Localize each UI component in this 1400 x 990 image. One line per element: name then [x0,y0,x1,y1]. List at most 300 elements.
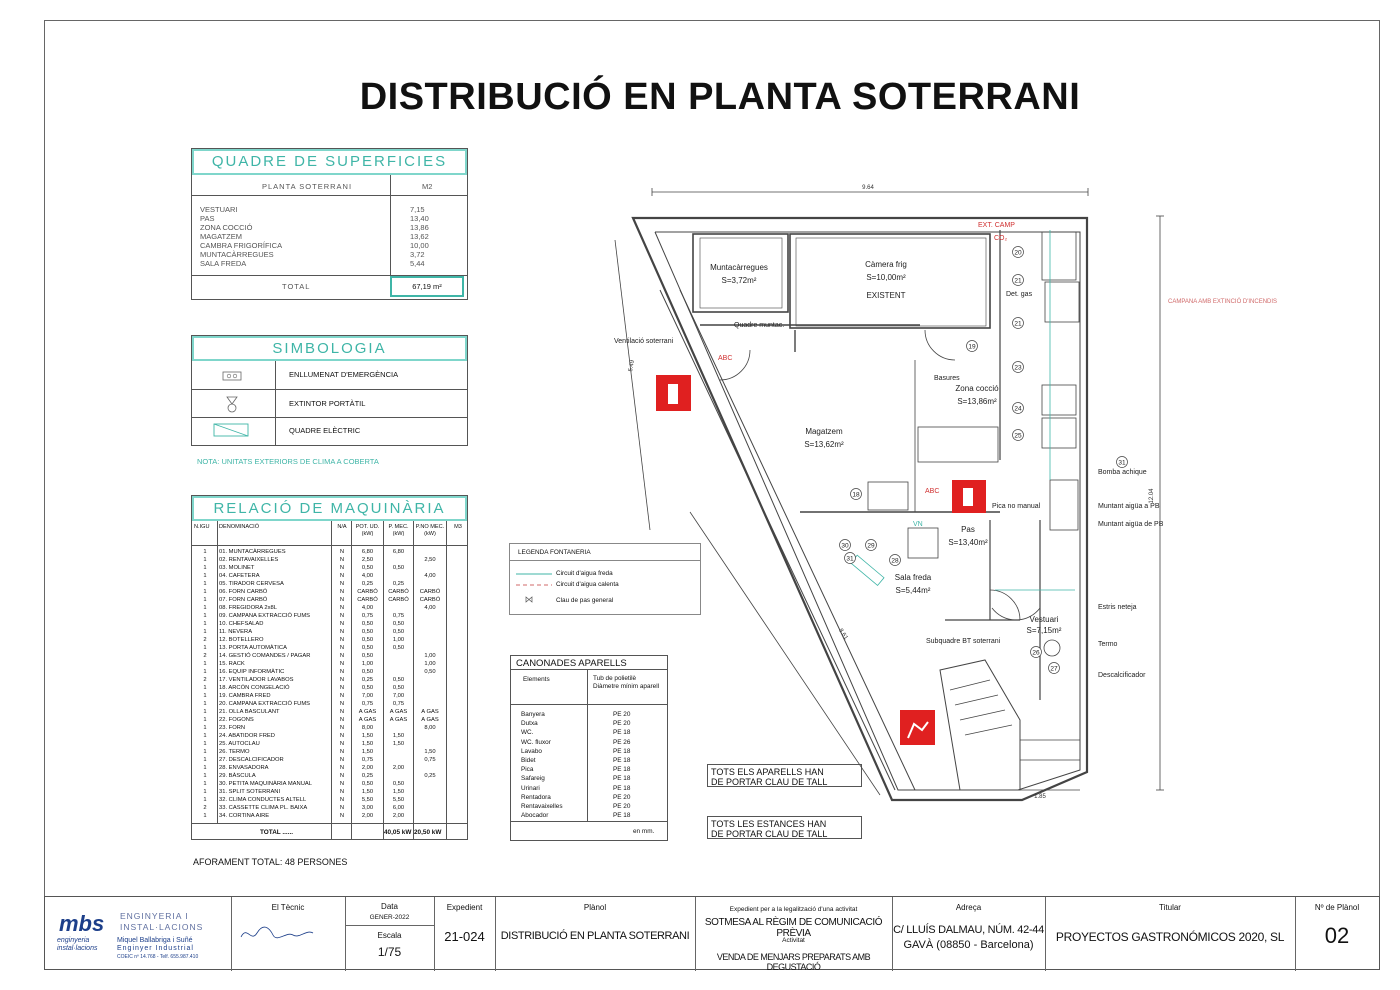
room-area: S=10,00m² [866,273,906,282]
surface-value: 13,86 [410,223,429,232]
machinery-header-cell: POT. UD. (kW) [355,524,380,537]
company-logo-sub: enginyeria instal·lacions [57,937,98,952]
room-name: Magatzem [805,427,843,436]
machinery-cell: 04. CAFETERA [219,573,260,579]
machinery-cell: CARBÓ [357,597,378,603]
tecnic-label: El Tècnic [271,903,305,912]
data-label: Data [381,902,398,911]
room-name: Muntacàrregues [710,263,768,272]
machinery-cell: 2 [203,653,207,659]
machinery-cell: 0,75 [424,757,436,763]
machinery-cell: 12. BOTELLERO [219,637,264,643]
machinery-cell: 8,00 [361,725,374,731]
machinery-cell: 14. GESTIÓ COMANDES / PAGAR [219,653,311,659]
machinery-cell: N [339,573,345,579]
surface-value: 3,72 [410,250,425,259]
machinery-cell: 0,25 [361,677,374,683]
machinery-cell: 0,50 [361,621,374,627]
plan-marker [1013,247,1024,258]
machinery-cell: 07. FORN CARBÓ [219,597,268,603]
company-name: ENGINYERIA I INSTAL·LACIONS [120,911,204,932]
machinery-cell: 0,75 [392,701,405,707]
activitat-label: Activitat [782,937,805,944]
machinery-cell: 3,00 [361,805,374,811]
label-basures: Basures [934,375,960,382]
machinery-cell: 1 [203,701,207,707]
plan-marker [1117,457,1128,468]
fixture-name: Bidet [521,757,536,764]
machinery-cell: 22. FOGONS [219,717,254,723]
machinery-cell: N [339,781,345,787]
room-name: Sala freda [894,573,932,582]
machinery-cell: 34. CORTINA AIRE [219,813,270,819]
surfaces-col-label: PLANTA SOTERRANI [262,182,353,191]
machinery-cell: A GAS [389,709,408,715]
machinery-cell: 1 [203,589,207,595]
svg-text:19: 19 [968,343,976,351]
surface-value: 13,40 [410,214,429,223]
plan-marker [1013,403,1024,414]
fixtures-unit: en mm. [633,828,655,835]
machinery-cell: N [339,581,345,587]
label-campana: CAMPANA AMB EXTINCIÓ D'INCENDIS [1168,299,1278,305]
fixture-diameter: PE 18 [613,812,631,820]
fixture-name: Safareig [521,775,545,783]
machinery-header-cell: N/A [337,524,347,530]
machinery-cell: 1 [203,605,207,611]
svg-text:21: 21 [1014,320,1022,328]
plan-number-label: Nº de Plànol [1314,903,1360,912]
dim-top: 9.64 [862,185,874,191]
machinery-cell: 0,75 [361,757,374,763]
machinery-cell: 7,00 [392,693,405,699]
machinery-total-nomec: 20,50 kW [414,829,442,836]
plumbing-cold: Circuit d'aigua freda [556,570,613,577]
machinery-cell: 31. SPLIT SOTERRANI [219,789,281,795]
fixtures-col2: Tub de polietilè Diàmetre mínim aparell [593,675,660,690]
machinery-cell: 1,50 [361,749,374,755]
machinery-cell: 4,00 [361,573,374,579]
title-block [44,896,1380,970]
label-ventilacio: Ventilació soterrani [614,338,674,345]
fixtures-heading: CANONADES APARELLS [516,658,627,669]
surface-name: MUNTACÀRREGUES [200,250,274,259]
machinery-cell: 28. ENVASADORA [219,765,269,771]
plan-marker [1013,362,1024,373]
machinery-cell: N [339,789,345,795]
machinery-cell: 13. PORTA AUTOMÀTICA [219,645,287,651]
machinery-cell: 1 [203,597,207,603]
surface-value: 7,15 [410,205,425,214]
machinery-cell: 1 [203,725,207,731]
plan-marker [1013,275,1024,286]
machinery-cell: 01. MUNTACÀRREGUES [219,549,286,555]
machinery-cell: 25. AUTOCLAU [219,741,260,747]
machinery-cell: 32. CLIMA CONDUCTES ALTELL [219,797,307,803]
fixture-diameter: PE 18 [613,784,631,792]
machinery-cell: N [339,773,345,779]
machinery-cell: A GAS [389,717,408,723]
symbology-note: NOTA: UNITATS EXTERIORS DE CLIMA A COBERTA [197,457,379,466]
exped-desc-value: SOTMESA AL RÈGIM DE COMUNICACIÓ PRÈVIA [704,917,883,939]
label-det-gas: Det. gas [1006,291,1033,298]
svg-text:31: 31 [846,555,854,563]
machinery-cell: 30. PETITA MAQUINÀRIA MANUAL [219,781,312,787]
machinery-table [191,495,468,840]
svg-text:31: 31 [1118,459,1126,467]
machinery-cell: 1 [203,621,207,627]
extinguisher-sign-icon [656,375,691,411]
machinery-cell: 0,50 [392,677,405,683]
machinery-cell: 2,00 [392,765,405,771]
fixture-name: Rentavaixelles [521,803,563,810]
machinery-cell: CARBÓ [419,597,441,603]
machinery-cell: 2,50 [361,557,374,563]
surface-name: ZONA COCCIÓ [200,223,253,232]
activitat-value: VENDA DE MENJARS PREPARATS AMB DEGUSTACIÓ [716,952,871,972]
surface-name: PAS [200,214,215,223]
machinery-cell: N [339,741,345,747]
machinery-cell: N [339,597,345,603]
plan-marker [851,489,862,500]
svg-text:28: 28 [891,557,899,565]
machinery-cell: 0,50 [361,653,374,659]
machinery-cell: 0,50 [392,565,405,571]
machinery-cell: 0,50 [361,637,374,643]
machinery-cell: 1 [203,813,207,819]
machinery-cell: 1 [203,573,207,579]
note-appliances: TOTS ELS APARELLS HAN DE PORTAR CLAU DE TALL [707,764,862,787]
machinery-cell: 15. RACK [219,661,245,667]
surfaces-table [191,148,468,300]
machinery-cell: 1 [203,773,207,779]
machinery-header-cell: N.IGU [194,524,210,530]
svg-text:26: 26 [1032,649,1040,657]
machinery-cell: 0,50 [392,621,405,627]
plan-marker [1031,647,1042,658]
surface-value: 10,00 [410,241,429,250]
symbology-label-emergency: ENLLUMENAT D'EMERGÈNCIA [289,370,399,379]
machinery-header-cell: P.NO MEC. (kW) [415,524,445,537]
machinery-cell: A GAS [358,717,377,723]
machinery-cell: 6,80 [392,549,405,555]
symbology-label-extinguisher: EXTINTOR PORTÀTIL [289,399,366,408]
machinery-cell: N [339,677,345,683]
machinery-cell: 1,00 [361,661,374,667]
machinery-cell: 1 [203,749,207,755]
machinery-cell: 0,75 [361,613,374,619]
room-area: S=3,72m² [721,276,757,285]
plan-marker [1013,430,1024,441]
room-area: S=13,86m² [957,397,997,406]
machinery-cell: 5,50 [392,797,405,803]
fixture-name: Abocador [521,812,549,820]
machinery-cell: N [339,661,345,667]
machinery-cell: 0,50 [424,669,436,675]
fixture-name: WC. fluxor [521,738,551,746]
machinery-cell: 1 [203,645,207,651]
room-area: S=13,40m² [948,538,988,547]
planol-value: DISTRIBUCIÓ EN PLANTA SOTERRANI [500,930,690,942]
machinery-cell: 29. BÀSCULA [219,773,256,779]
extinguisher-sign-icon [952,480,986,513]
exped-desc-label: Expedient per a la legalització d'una activitat [729,906,858,913]
room-name: Pas [961,525,975,534]
machinery-cell: 0,50 [392,685,405,691]
machinery-cell: N [339,709,345,715]
fixture-name: Dutxa [521,720,538,728]
fixture-diameter: PE 18 [613,747,631,755]
machinery-cell: 0,50 [392,645,405,651]
machinery-cell: 1,50 [361,741,374,747]
machinery-cell: N [339,645,345,651]
machinery-cell: 5,50 [361,797,374,803]
room-area: S=5,44m² [895,586,931,595]
fixture-diameter: PE 18 [613,757,631,764]
dim-diag-lower: 8.61 [837,627,849,641]
svg-text:29: 29 [867,542,875,550]
note-rooms: TOTS LES ESTANCES HAN DE PORTAR CLAU DE TALL [707,816,862,839]
label-abc: ABC [718,355,733,362]
surfaces-col-unit: M2 [422,182,433,191]
machinery-cell: 1,00 [424,653,436,659]
machinery-cell: N [339,797,345,803]
expedient-value: 21-024 [444,929,485,944]
svg-text:18: 18 [852,491,860,499]
machinery-cell: 10. CHEFSALAD [219,621,264,627]
escala-value: 1/75 [377,945,402,959]
machinery-cell: 0,50 [361,669,374,675]
machinery-cell: 1 [203,565,207,571]
symbology-icons [220,366,246,442]
machinery-cell: N [339,701,345,707]
machinery-cell: 0,25 [361,581,374,587]
machinery-cell: 2 [203,805,207,811]
adreca-line1: C/ LLUÍS DALMAU, NÚM. 42-44 [893,924,1044,936]
adreca-label: Adreça [955,903,982,912]
surfaces-total-value: 67,19 m² [390,276,464,297]
machinery-cell: N [339,589,345,595]
machinery-cell: 1,00 [424,661,436,667]
plumbing-valve: Clau de pas general [556,597,614,604]
svg-text:20: 20 [1014,249,1022,257]
machinery-cell: N [339,749,345,755]
machinery-cell: 1 [203,709,207,715]
machinery-cell: 1 [203,717,207,723]
machinery-cell: 1 [203,733,207,739]
label-bomba: Bomba achique [1098,469,1147,476]
machinery-cell: 1 [203,685,207,691]
dim-right: 12.04 [1149,488,1155,504]
machinery-cell: 08. FREGIDORA 2x8L [219,605,277,611]
machinery-cell: 09. CAMPANA EXTRACCIÓ FUMS [219,613,311,619]
surface-name: VESTUARI [200,205,238,214]
machinery-cell: 11. NEVERA [219,629,253,635]
machinery-cell: N [339,725,345,731]
label-quadre-muntac: Quadre muntac. [734,322,785,329]
data-value: GENER-2022 [369,914,410,921]
svg-text:30: 30 [841,542,849,550]
machinery-header-cell: DENOMINACIÓ [219,524,260,530]
label-subquadre: Subquadre BT soterrani [926,638,1001,645]
machinery-cell: 0,50 [392,629,405,635]
machinery-cell: 02. RENTAVAIXELLES [219,557,279,563]
fixture-diameter: PE 18 [613,729,631,737]
machinery-header-row [192,521,467,546]
machinery-cell: 1 [203,693,207,699]
machinery-cell: 0,50 [361,685,374,691]
machinery-cell: 0,25 [392,581,405,587]
escala-label: Escala [377,931,402,940]
machinery-cell: N [339,549,345,555]
machinery-cell: N [339,653,345,659]
symbology-table [191,335,468,446]
machinery-cell: 6,00 [392,805,405,811]
machinery-cell: 0,25 [361,773,374,779]
machinery-cell: 1,50 [392,741,405,747]
machinery-cell: 2 [203,677,207,683]
fixture-diameter: PE 26 [613,738,631,746]
dim-bottom: 1.85 [1034,794,1046,800]
machinery-cell: 17. VENTILADOR LAVABOS [219,677,294,683]
machinery-cell: 2 [203,637,207,643]
machinery-cell: N [339,565,345,571]
machinery-cell: 1 [203,581,207,587]
machinery-cell: 16. EQUIP INFORMÀTIC [219,669,285,675]
svg-text:24: 24 [1014,405,1022,413]
fixture-name: Rentadora [521,793,551,801]
machinery-cell: 0,50 [361,781,374,787]
machinery-cell: N [339,717,345,723]
fixtures-col1: Elements [523,676,550,683]
engineer-name: Miquel Ballabriga i Suñé [117,937,193,944]
machinery-cell: 0,50 [361,565,374,571]
fixture-diameter: PE 20 [613,803,631,810]
machinery-cell: N [339,669,345,675]
company-logo: mbs [59,911,105,936]
machinery-cell: 05. TIRADOR CERVESA [219,581,284,587]
capacity-text: AFORAMENT TOTAL: 48 PERSONES [193,857,348,867]
machinery-cell: 0,50 [361,629,374,635]
fixture-name: Banyera [521,711,545,718]
symbology-heading: SIMBOLOGIA [192,336,467,361]
machinery-cell: A GAS [421,717,439,723]
machinery-cell: 23. FORN [219,725,246,731]
expedient-label: Expedient [446,903,483,912]
label-ext-camp: EXT. CAMP [978,222,1015,229]
machinery-cell: N [339,605,345,611]
machinery-cell: 6,80 [361,549,374,555]
machinery-cell: 20. CAMPANA EXTRACCIÓ FUMS [219,701,311,707]
machinery-cell: 1,50 [424,749,436,755]
surface-name: SALA FREDA [200,259,247,268]
machinery-cell: N [339,637,345,643]
svg-text:25: 25 [1014,432,1022,440]
machinery-heading: RELACIÓ DE MAQUINÀRIA [192,496,467,521]
plan-marker [866,540,877,551]
signature-icon [237,923,317,945]
room-name: Zona cocció [955,384,999,393]
machinery-cell: N [339,629,345,635]
machinery-cell: N [339,557,345,563]
machinery-cell: 0,50 [392,781,405,787]
machinery-cell: 1 [203,661,207,667]
plumbing-legend-heading: LEGENDA FONTANERIA [518,549,591,556]
machinery-total-mec: 40,05 kW [384,829,412,836]
machinery-cell: 26. TERMO [219,749,250,755]
label-abc: ABC [925,488,940,495]
machinery-cell: 1 [203,781,207,787]
machinery-cell: 0,75 [392,613,405,619]
surface-name: MAGATZEM [200,232,242,241]
machinery-cell: 2,00 [361,813,374,819]
machinery-cell: 1 [203,765,207,771]
adreca-line2: GAVÀ (08850 - Barcelona) [903,939,1034,951]
emergency-exit-sign-icon [900,710,935,745]
machinery-cell: 21. OLLA BASCULANT [219,709,280,715]
machinery-cell: A GAS [421,709,439,715]
machinery-cell: 19. CAMBRA FRED [219,693,271,699]
machinery-cell: N [339,805,345,811]
machinery-cell: 1 [203,613,207,619]
surface-name: CAMBRA FRIGORÍFICA [200,241,283,250]
fixture-name: Pica [521,766,534,774]
fixture-diameter: PE 18 [613,766,631,774]
fixture-diameter: PE 20 [613,711,631,718]
machinery-cell: 4,00 [361,605,374,611]
machinery-cell: N [339,621,345,627]
machinery-cell: 4,00 [424,573,436,579]
label-estris: Estris neteja [1098,604,1137,611]
machinery-cell: 1,50 [392,733,405,739]
page-title: DISTRIBUCIÓ EN PLANTA SOTERRANI [359,76,1081,118]
label-muntant-2: Muntant aigüa de PB [1098,521,1164,528]
machinery-cell: 1 [203,757,207,763]
machinery-cell: 0,50 [361,645,374,651]
symbology-label-panel: QUADRE ELÈCTRIC [289,426,361,435]
machinery-cell: 7,00 [361,693,374,699]
room-name: Càmera frig [865,260,907,269]
machinery-cell: CARBÓ [388,589,409,595]
electric-panel-icon [214,424,248,436]
label-co2: CO₂ [994,235,1008,242]
label-pica: Pica no manual [992,503,1041,510]
machinery-header-cell: M3 [454,524,462,530]
dim-diag-upper: 5.49 [628,359,636,373]
machinery-cell: 1,50 [361,789,374,795]
fixture-name: Lavabo [521,747,542,755]
machinery-cell: 1 [203,669,207,675]
machinery-cell: 1 [203,789,207,795]
machinery-cell: 1 [203,797,207,803]
machinery-cell: N [339,813,345,819]
machinery-cell: 27. DESCALCIFICADOR [219,757,284,763]
surfaces-heading: QUADRE DE SUPERFICIES [192,149,467,175]
machinery-cell: 18. ARCÓN CONGELACIÓ [219,685,290,691]
machinery-cell: 8,00 [424,725,436,731]
floor-plan [600,170,1278,810]
room-extra: EXISTENT [866,291,906,300]
machinery-cell: 0,75 [361,701,374,707]
machinery-cell: CARBÓ [419,589,441,595]
machinery-cell: N [339,693,345,699]
machinery-cell: 1,50 [392,789,405,795]
machinery-cell: 1,50 [361,733,374,739]
plan-marker [1013,318,1024,329]
planol-label: Plànol [583,903,607,912]
machinery-cell: N [339,613,345,619]
label-muntant-1: Muntant aigüa a PB [1098,503,1160,510]
